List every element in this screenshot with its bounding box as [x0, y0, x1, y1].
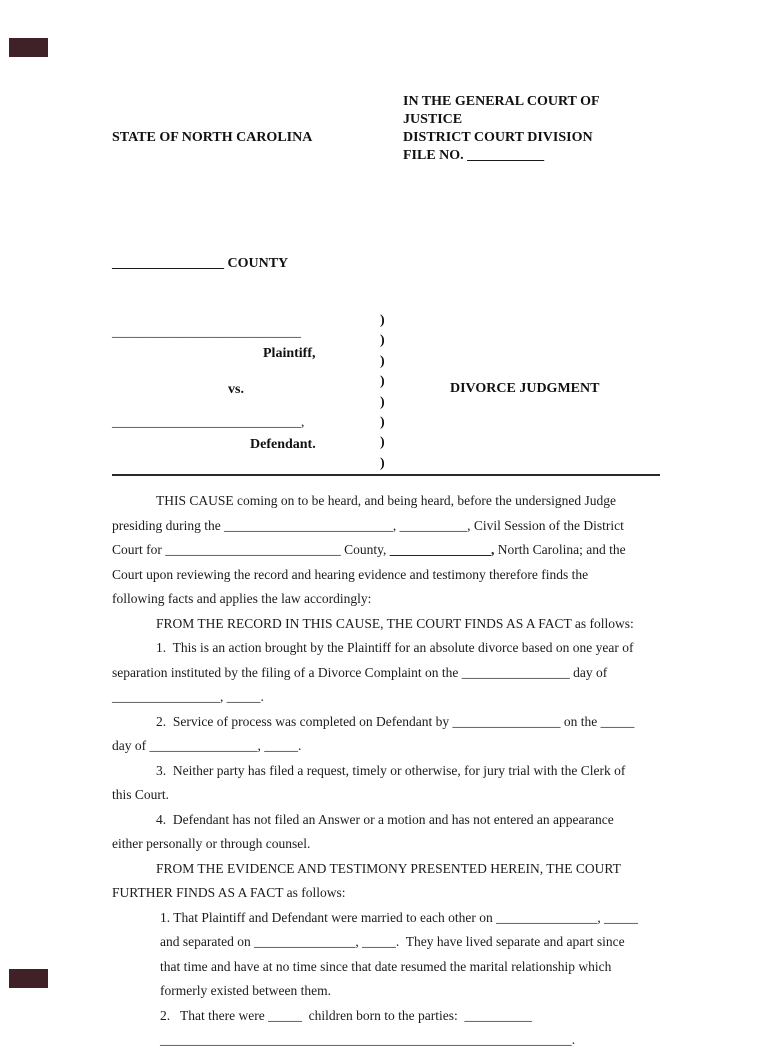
body-line: FURTHER FINDS AS A FACT as follows:	[112, 885, 346, 900]
caption-paren: )	[380, 415, 385, 431]
corner-watermark-bottom	[9, 969, 48, 988]
body-line: ________________, _____.	[112, 689, 264, 704]
body-line: 4. Defendant has not filed an Answer or a motion and has not entered an appearance	[156, 811, 614, 827]
body-line: FROM THE RECORD IN THIS CAUSE, THE COURT FINDS AS A FACT as follows:	[156, 615, 634, 631]
body-line: THIS CAUSE coming on to be heard, and being heard, before the undersigned Judge	[156, 493, 617, 508]
text-segment: Court for __________________________ County,	[112, 542, 390, 557]
document-title: DIVORCE JUDGMENT	[450, 381, 600, 396]
body-line: 1. This is an action brought by the Plaintiff for an absolute divorce based on one year of	[156, 640, 634, 655]
caption-paren: )	[380, 374, 385, 390]
body-line: either personally or through counsel.	[112, 836, 311, 851]
plaintiff-label: Plaintiff,	[263, 346, 316, 361]
defendant-label: Defendant.	[250, 437, 316, 452]
header-right-line: DISTRICT COURT DIVISION	[403, 130, 593, 145]
paragraph	[112, 1004, 660, 1053]
body-line: day of ________________, _____.	[112, 738, 302, 753]
body-line: 3. Neither party has filed a request, timely or otherwise, for jury trial with the Clerk of	[156, 762, 626, 778]
header-left-gap	[112, 183, 403, 219]
body-line: presiding during the _________________________, __________, Civil Session of the District	[112, 517, 624, 533]
body-line: following facts and applies the law accordingly:	[112, 591, 372, 606]
county-blank-line: ________________ COUNTY	[112, 256, 289, 271]
caption-paren: )	[380, 353, 385, 369]
body-line: and separated on _______________, _____. They have lived separate and apart since	[160, 934, 625, 949]
caption-paren-column	[380, 311, 385, 474]
caption-paren: )	[380, 455, 385, 471]
text-segment: North Carolina; and the	[494, 542, 626, 557]
paragraph	[112, 489, 660, 612]
caption-paren: )	[380, 313, 385, 328]
body-line: that time and have at no time since that date resumed the marital relationship which	[160, 958, 612, 974]
document-content	[112, 0, 660, 1053]
judgment-body	[112, 476, 660, 1053]
court-header	[112, 93, 660, 309]
corner-watermark-top	[9, 38, 48, 57]
body-line: 2. Service of process was completed on Defendant by ________________ on the _____	[156, 713, 635, 729]
header-right-line: IN THE GENERAL COURT OF	[403, 94, 600, 109]
body-line	[112, 538, 660, 563]
body-line: 1. That Plaintiff and Defendant were married to each other on _______________, _____	[160, 909, 638, 925]
header-right-column	[403, 93, 660, 309]
caption-paren: )	[380, 333, 385, 349]
caption-paren: )	[380, 435, 385, 451]
caption-paren: )	[380, 394, 385, 410]
paragraph	[112, 636, 660, 710]
paragraph	[112, 759, 660, 808]
paragraph	[112, 857, 660, 906]
paragraph	[112, 612, 660, 637]
body-line: formerly existed between them.	[160, 983, 331, 998]
paragraph	[112, 906, 660, 1004]
versus-label: vs.	[228, 382, 244, 397]
body-line: FROM THE EVIDENCE AND TESTIMONY PRESENTED HEREIN, THE COURT	[156, 860, 621, 876]
state-title: STATE OF NORTH CAROLINA	[112, 130, 313, 145]
paragraph	[112, 808, 660, 857]
header-right-line: FILE NO. ___________	[403, 148, 545, 163]
defendant-name-blank: ____________________________,	[112, 414, 305, 429]
body-line: this Court.	[112, 787, 170, 802]
header-right-line: JUSTICE	[403, 112, 463, 127]
case-caption	[112, 309, 660, 476]
body-line: _____________________________________________________________.	[160, 1032, 576, 1047]
body-line: Court upon reviewing the record and hearing evidence and testimony therefore finds the	[112, 566, 589, 582]
paragraph	[112, 710, 660, 759]
bold-blank-segment: _______________,	[389, 542, 495, 557]
body-line: separation instituted by the filing of a Divorce Complaint on the ________________ day of	[112, 664, 608, 680]
body-line: 2. That there were _____ children born to the parties: __________	[160, 1007, 533, 1023]
header-left-column	[112, 93, 403, 309]
plaintiff-name-blank: ____________________________	[112, 324, 301, 339]
